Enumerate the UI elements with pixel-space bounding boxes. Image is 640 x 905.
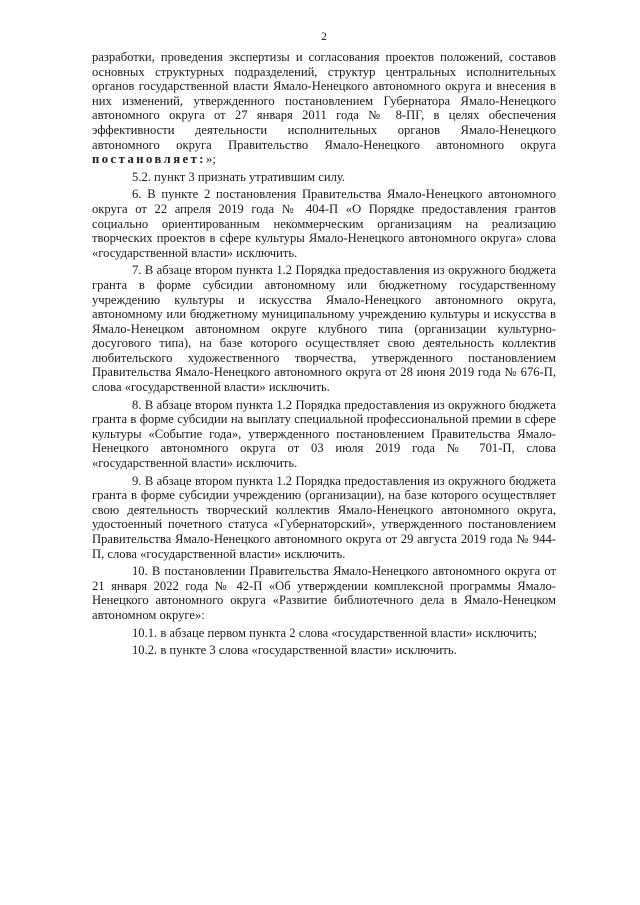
page-number: 2 — [321, 31, 327, 43]
paragraph-7: 7. В абзаце втором пункта 1.2 Порядка предоставления из окружного бюджета гранта в форме субсидии автономному или бюджетному государственному учреждению культуры и искусства Ямало-Ненецкого автономного округа, автономному или бюджетному муниципальному учреждению культуры и искусства в Ямало-Ненецком автономном округе клубного типа (организации культурно-досугового типа), на базе которого осуществляет свою деятельность коллектив любительского художественного творчества, утвержденного постановлением Правительства Ямало-Ненецкого автономного округа от 28 июня 2019 года № 676-П, слова «государственной власти» исключить. — [92, 263, 556, 395]
paragraph-continuation — [92, 50, 556, 167]
paragraph-8: 8. В абзаце втором пункта 1.2 Порядка предоставления из окружного бюджета гранта в форме субсидии на выплату специальной профессиональной премии в сфере культуры «Событие года», утвержденного постановлением Правительства Ямало-Ненецкого автономного округа от 03 июля 2019 года № 701-П, слова «государственной власти» исключить. — [92, 397, 556, 471]
paragraph-tail: »; — [206, 152, 216, 167]
paragraph-10: 10. В постановлении Правительства Ямало-Ненецкого автономного округа от 21 января 2022 года № 42-П «Об утверждении комплексной программы Ямало-Ненецкого автономного округа «Развитие библиотечного дела в Ямало-Ненецком автономном округе»: — [92, 564, 556, 622]
paragraph-10-2: 10.2. в пункте 3 слова «государственной власти» исключить. — [132, 643, 457, 658]
paragraph-10-1: 10.1. в абзаце первом пункта 2 слова «государственной власти» исключить; — [132, 625, 538, 640]
paragraph-9: 9. В абзаце втором пункта 1.2 Порядка предоставления из окружного бюджета гранта в форме субсидии учреждению (организации), на базе которого осуществляет свою деятельность творческий коллектив Ямало-Ненецкого автономного округа, удостоенный почетного статуса «Губернаторский», утвержденного постановлением Правительства Ямало-Ненецкого автономного округа от 29 августа 2019 года № 944-П, слова «государственной власти» исключить. — [92, 473, 556, 561]
paragraph-text: разработки, проведения экспертизы и согласования проектов положений, составов основных структурных подразделений, структур центральных исполнительных органов государственной власти Ямало-Ненецкого автономного округа и внесения в них изменений, утвержденного постановлением Губернатора Ямало-Ненецкого автономного округа от 27 января 2011 года № 8-ПГ, в целях обеспечения эффективности деятельности исполнительных органов Ямало-Ненецкого автономного округа Правительство Ямало-Ненецкого автономного округа — [92, 50, 556, 152]
emphasis-postanovlyaet: постановляет: — [92, 152, 207, 167]
paragraph-5-2: 5.2. пункт 3 признать утратившим силу. — [132, 169, 346, 184]
paragraph-6: 6. В пункте 2 постановления Правительства Ямало-Ненецкого автономного округа от 22 апреля 2019 года № 404-П «О Порядке предоставления грантов социально ориентированным некоммерческим организациям на реализацию творческих проектов в сфере культуры Ямало-Ненецкого автономного округа» слова «государственной власти» исключить. — [92, 187, 556, 260]
